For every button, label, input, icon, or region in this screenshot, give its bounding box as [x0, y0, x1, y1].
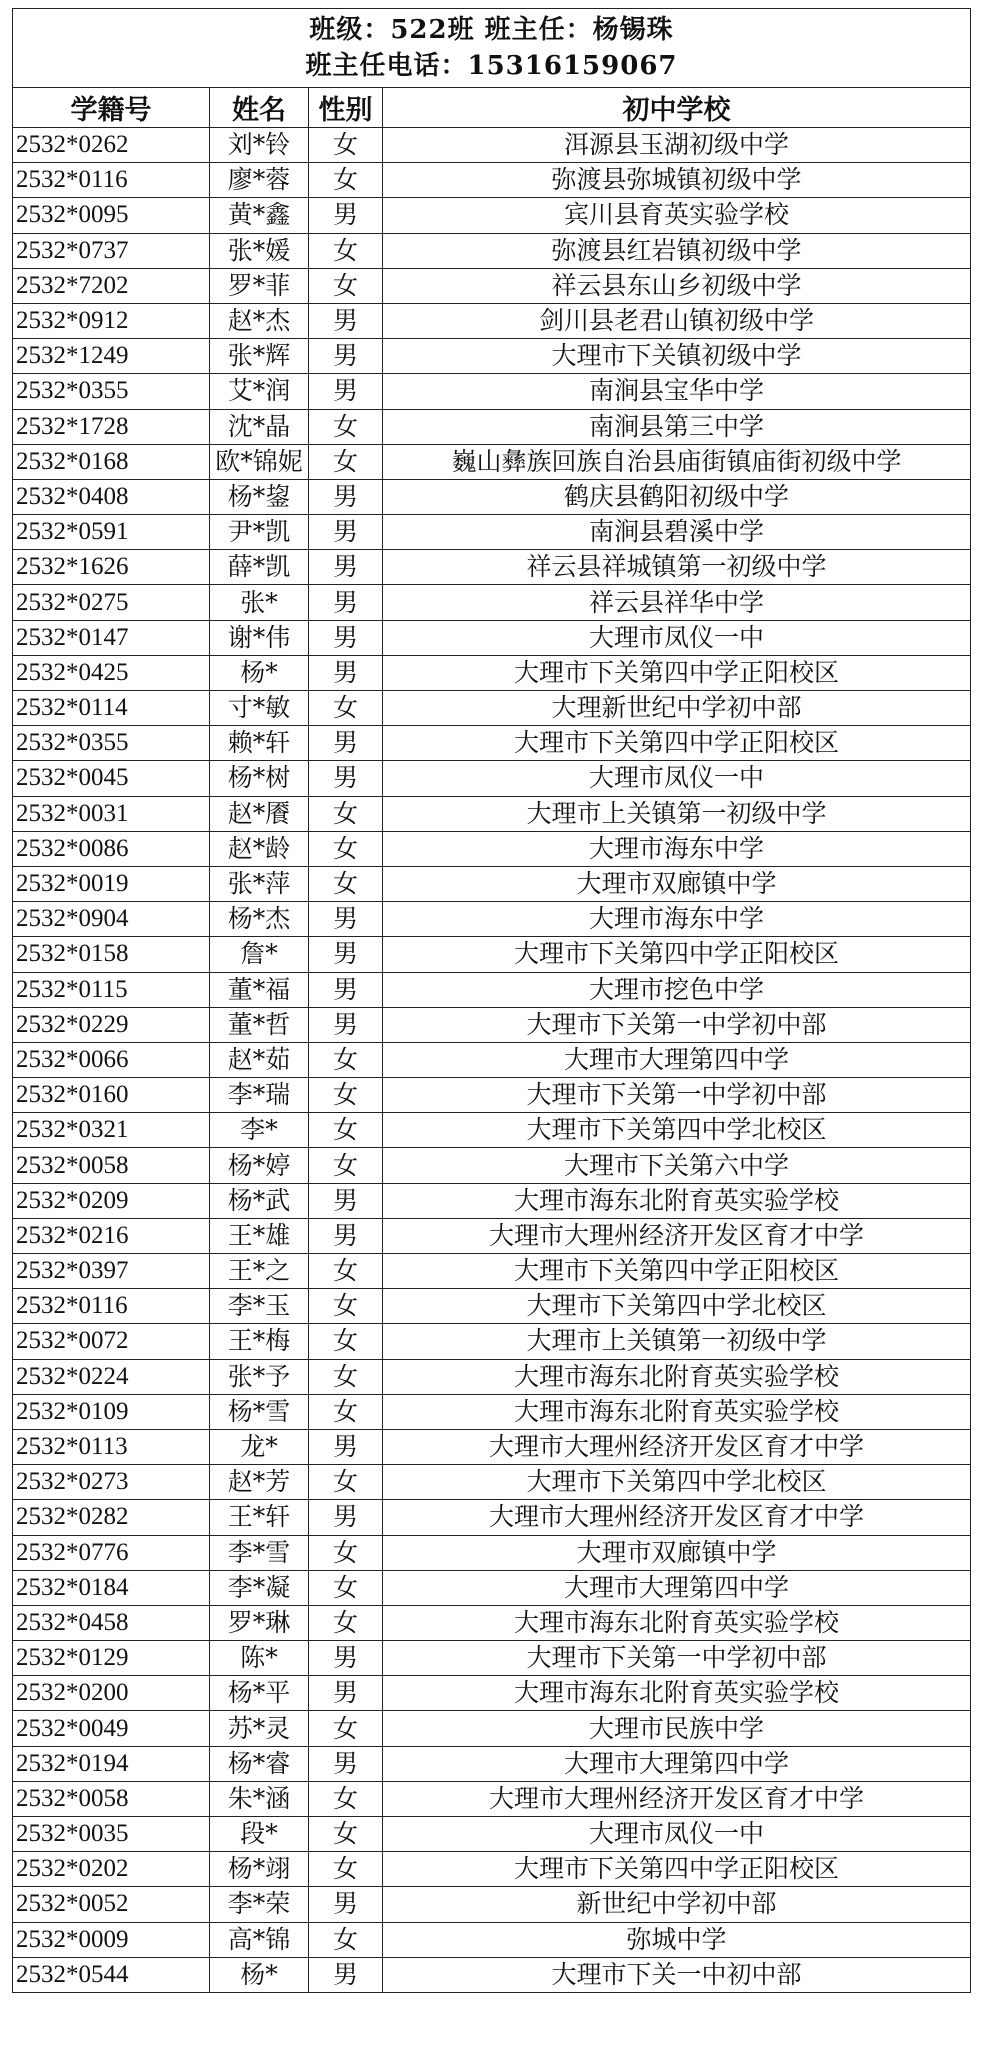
middle-school-cell: 大理市大理第四中学 — [383, 1042, 971, 1077]
middle-school-cell: 大理市海东北附育英实验学校 — [383, 1359, 971, 1394]
table-row — [13, 409, 971, 444]
middle-school-cell: 大理市下关第一中学初中部 — [383, 1007, 971, 1042]
middle-school-cell: 弥渡县弥城镇初级中学 — [383, 163, 971, 198]
student-id-cell: 2532*0912 — [13, 303, 210, 338]
table-row — [13, 550, 971, 585]
student-id-cell: 2532*0086 — [13, 831, 210, 866]
student-gender-cell: 男 — [309, 902, 383, 937]
student-id-cell: 2532*0160 — [13, 1078, 210, 1113]
student-name-cell: 张*媛 — [210, 233, 309, 268]
student-id-cell: 2532*0544 — [13, 1957, 210, 1992]
student-name-cell: 赵*杰 — [210, 303, 309, 338]
student-gender-cell: 女 — [309, 409, 383, 444]
table-row — [13, 1078, 971, 1113]
student-gender-cell: 男 — [309, 198, 383, 233]
table-row — [13, 1254, 971, 1289]
student-id-cell: 2532*0408 — [13, 479, 210, 514]
student-name-cell: 李*玉 — [210, 1289, 309, 1324]
student-gender-cell: 女 — [309, 1289, 383, 1324]
student-name-cell: 杨*平 — [210, 1676, 309, 1711]
student-id-cell: 2532*0045 — [13, 761, 210, 796]
student-name-cell: 李*凝 — [210, 1570, 309, 1605]
student-gender-cell: 男 — [309, 1641, 383, 1676]
student-gender-cell: 男 — [309, 1676, 383, 1711]
student-gender-cell: 女 — [309, 444, 383, 479]
student-id-cell: 2532*0216 — [13, 1218, 210, 1253]
student-name-cell: 杨*雪 — [210, 1394, 309, 1429]
middle-school-cell: 祥云县祥华中学 — [383, 585, 971, 620]
student-name-cell: 黄*鑫 — [210, 198, 309, 233]
student-gender-cell: 女 — [309, 831, 383, 866]
student-id-cell: 2532*0209 — [13, 1183, 210, 1218]
middle-school-cell: 大理市下关第四中学正阳校区 — [383, 1852, 971, 1887]
table-row — [13, 1324, 971, 1359]
student-name-cell: 杨*翊 — [210, 1852, 309, 1887]
student-name-cell: 谢*伟 — [210, 620, 309, 655]
student-id-cell: 2532*0049 — [13, 1711, 210, 1746]
class-title — [13, 9, 971, 88]
student-name-cell: 杨*树 — [210, 761, 309, 796]
middle-school-cell: 大理市海东北附育英实验学校 — [383, 1605, 971, 1640]
table-row — [13, 1887, 971, 1922]
middle-school-cell: 南涧县宝华中学 — [383, 374, 971, 409]
student-id-cell: 2532*1249 — [13, 339, 210, 374]
student-gender-cell: 女 — [309, 1042, 383, 1077]
student-gender-cell: 男 — [309, 937, 383, 972]
middle-school-cell: 大理市下关第四中学正阳校区 — [383, 937, 971, 972]
middle-school-cell: 大理市下关第一中学初中部 — [383, 1641, 971, 1676]
student-id-cell: 2532*0019 — [13, 866, 210, 901]
student-gender-cell: 女 — [309, 163, 383, 198]
student-id-cell: 2532*0058 — [13, 1781, 210, 1816]
student-gender-cell: 女 — [309, 1711, 383, 1746]
column-header-gender: 性别 — [309, 88, 383, 128]
student-id-cell: 2532*0009 — [13, 1922, 210, 1957]
student-gender-cell: 男 — [309, 479, 383, 514]
middle-school-cell: 洱源县玉湖初级中学 — [383, 128, 971, 163]
table-row — [13, 444, 971, 479]
student-id-cell: 2532*1626 — [13, 550, 210, 585]
table-row — [13, 163, 971, 198]
student-id-cell: 2532*0262 — [13, 128, 210, 163]
student-name-cell: 董*福 — [210, 972, 309, 1007]
student-gender-cell: 女 — [309, 1570, 383, 1605]
student-gender-cell: 男 — [309, 972, 383, 1007]
table-row — [13, 1113, 971, 1148]
student-gender-cell: 男 — [309, 1887, 383, 1922]
table-row — [13, 1535, 971, 1570]
middle-school-cell: 大理市大理第四中学 — [383, 1746, 971, 1781]
student-name-cell: 杨* — [210, 655, 309, 690]
middle-school-cell: 大理市大理第四中学 — [383, 1570, 971, 1605]
student-name-cell: 罗*琳 — [210, 1605, 309, 1640]
teacher-phone-line: 班主任电话：15316159067 — [305, 51, 678, 81]
table-row — [13, 1429, 971, 1464]
student-name-cell: 沈*晶 — [210, 409, 309, 444]
middle-school-cell: 大理市下关一中初中部 — [383, 1957, 971, 1992]
student-id-cell: 2532*0202 — [13, 1852, 210, 1887]
student-gender-cell: 男 — [309, 1746, 383, 1781]
student-id-cell: 2532*0114 — [13, 691, 210, 726]
middle-school-cell: 大理市海东北附育英实验学校 — [383, 1183, 971, 1218]
student-name-cell: 张*萍 — [210, 866, 309, 901]
student-name-cell: 杨*婷 — [210, 1148, 309, 1183]
student-name-cell: 张* — [210, 585, 309, 620]
table-row — [13, 1711, 971, 1746]
student-gender-cell: 男 — [309, 726, 383, 761]
middle-school-cell: 南涧县第三中学 — [383, 409, 971, 444]
student-gender-cell: 女 — [309, 1394, 383, 1429]
middle-school-cell: 大理市海东中学 — [383, 831, 971, 866]
middle-school-cell: 大理市大理州经济开发区育才中学 — [383, 1500, 971, 1535]
student-gender-cell: 女 — [309, 691, 383, 726]
student-gender-cell: 女 — [309, 1781, 383, 1816]
middle-school-cell: 大理市下关第四中学北校区 — [383, 1113, 971, 1148]
student-gender-cell: 女 — [309, 233, 383, 268]
table-row — [13, 1641, 971, 1676]
student-gender-cell: 女 — [309, 1465, 383, 1500]
middle-school-cell: 祥云县祥城镇第一初级中学 — [383, 550, 971, 585]
student-id-cell: 2532*0397 — [13, 1254, 210, 1289]
student-name-cell: 艾*润 — [210, 374, 309, 409]
table-row — [13, 1605, 971, 1640]
student-gender-cell: 女 — [309, 268, 383, 303]
middle-school-cell: 大理市双廊镇中学 — [383, 866, 971, 901]
student-gender-cell: 女 — [309, 796, 383, 831]
table-row — [13, 972, 971, 1007]
table-row — [13, 1007, 971, 1042]
column-header-school: 初中学校 — [383, 88, 971, 128]
student-id-cell: 2532*0158 — [13, 937, 210, 972]
middle-school-cell: 巍山彝族回族自治县庙街镇庙街初级中学 — [383, 444, 971, 479]
student-gender-cell: 女 — [309, 1922, 383, 1957]
middle-school-cell: 剑川县老君山镇初级中学 — [383, 303, 971, 338]
student-gender-cell: 男 — [309, 1429, 383, 1464]
student-id-cell: 2532*0224 — [13, 1359, 210, 1394]
student-id-cell: 2532*0109 — [13, 1394, 210, 1429]
student-name-cell: 赵*餍 — [210, 796, 309, 831]
student-gender-cell: 男 — [309, 1007, 383, 1042]
student-gender-cell: 女 — [309, 1254, 383, 1289]
student-gender-cell: 男 — [309, 374, 383, 409]
table-row — [13, 1465, 971, 1500]
student-id-cell: 2532*0052 — [13, 1887, 210, 1922]
student-id-cell: 2532*0031 — [13, 796, 210, 831]
student-id-cell: 2532*0275 — [13, 585, 210, 620]
student-gender-cell: 男 — [309, 761, 383, 796]
student-id-cell: 2532*0229 — [13, 1007, 210, 1042]
student-gender-cell: 男 — [309, 1218, 383, 1253]
student-gender-cell: 女 — [309, 1535, 383, 1570]
student-id-cell: 2532*7202 — [13, 268, 210, 303]
middle-school-cell: 大理市民族中学 — [383, 1711, 971, 1746]
middle-school-cell: 大理新世纪中学初中部 — [383, 691, 971, 726]
middle-school-cell: 大理市海东北附育英实验学校 — [383, 1676, 971, 1711]
student-id-cell: 2532*0194 — [13, 1746, 210, 1781]
middle-school-cell: 弥渡县红岩镇初级中学 — [383, 233, 971, 268]
column-header-row — [13, 88, 971, 128]
student-gender-cell: 女 — [309, 1113, 383, 1148]
student-gender-cell: 男 — [309, 1500, 383, 1535]
middle-school-cell: 大理市挖色中学 — [383, 972, 971, 1007]
table-row — [13, 691, 971, 726]
student-id-cell: 2532*0273 — [13, 1465, 210, 1500]
table-row — [13, 620, 971, 655]
student-name-cell: 李* — [210, 1113, 309, 1148]
middle-school-cell: 弥城中学 — [383, 1922, 971, 1957]
student-gender-cell: 男 — [309, 585, 383, 620]
student-id-cell: 2532*0184 — [13, 1570, 210, 1605]
middle-school-cell: 大理市大理州经济开发区育才中学 — [383, 1781, 971, 1816]
student-gender-cell: 女 — [309, 128, 383, 163]
student-gender-cell: 男 — [309, 515, 383, 550]
middle-school-cell: 大理市下关第四中学正阳校区 — [383, 1254, 971, 1289]
student-name-cell: 赖*轩 — [210, 726, 309, 761]
middle-school-cell: 大理市下关第四中学北校区 — [383, 1289, 971, 1324]
student-name-cell: 罗*菲 — [210, 268, 309, 303]
middle-school-cell: 大理市双廊镇中学 — [383, 1535, 971, 1570]
middle-school-cell: 大理市下关第四中学北校区 — [383, 1465, 971, 1500]
column-header-name: 姓名 — [210, 88, 309, 128]
table-row — [13, 937, 971, 972]
student-id-cell: 2532*0321 — [13, 1113, 210, 1148]
middle-school-cell: 大理市下关镇初级中学 — [383, 339, 971, 374]
middle-school-cell: 大理市海东中学 — [383, 902, 971, 937]
student-id-cell: 2532*0116 — [13, 1289, 210, 1324]
student-id-cell: 2532*0115 — [13, 972, 210, 1007]
table-row — [13, 1852, 971, 1887]
table-row — [13, 1500, 971, 1535]
student-name-cell: 刘*铃 — [210, 128, 309, 163]
table-row — [13, 1570, 971, 1605]
middle-school-cell: 大理市下关第一中学初中部 — [383, 1078, 971, 1113]
student-gender-cell: 男 — [309, 339, 383, 374]
middle-school-cell: 南涧县碧溪中学 — [383, 515, 971, 550]
student-name-cell: 杨*武 — [210, 1183, 309, 1218]
middle-school-cell: 大理市下关第四中学正阳校区 — [383, 726, 971, 761]
table-row — [13, 268, 971, 303]
student-id-cell: 2532*0058 — [13, 1148, 210, 1183]
student-id-cell: 2532*0737 — [13, 233, 210, 268]
student-id-cell: 2532*0282 — [13, 1500, 210, 1535]
student-name-cell: 廖*蓉 — [210, 163, 309, 198]
student-gender-cell: 女 — [309, 1852, 383, 1887]
student-id-cell: 2532*0035 — [13, 1817, 210, 1852]
student-id-cell: 2532*0904 — [13, 902, 210, 937]
student-name-cell: 杨*杰 — [210, 902, 309, 937]
student-name-cell: 李*雪 — [210, 1535, 309, 1570]
student-name-cell: 陈* — [210, 1641, 309, 1676]
table-row — [13, 128, 971, 163]
student-gender-cell: 女 — [309, 866, 383, 901]
table-row — [13, 1218, 971, 1253]
student-id-cell: 2532*0066 — [13, 1042, 210, 1077]
table-row — [13, 1922, 971, 1957]
student-name-cell: 杨* — [210, 1957, 309, 1992]
student-name-cell: 薛*凯 — [210, 550, 309, 585]
student-gender-cell: 女 — [309, 1324, 383, 1359]
middle-school-cell: 宾川县育英实验学校 — [383, 198, 971, 233]
student-name-cell: 张*予 — [210, 1359, 309, 1394]
student-id-cell: 2532*0458 — [13, 1605, 210, 1640]
table-row — [13, 198, 971, 233]
student-id-cell: 2532*0355 — [13, 374, 210, 409]
student-name-cell: 龙* — [210, 1429, 309, 1464]
student-name-cell: 董*哲 — [210, 1007, 309, 1042]
student-gender-cell: 男 — [309, 655, 383, 690]
student-gender-cell: 女 — [309, 1817, 383, 1852]
student-id-cell: 2532*0591 — [13, 515, 210, 550]
student-gender-cell: 男 — [309, 303, 383, 338]
class-roster-sheet — [12, 8, 970, 1993]
student-id-cell: 2532*0095 — [13, 198, 210, 233]
student-gender-cell: 女 — [309, 1605, 383, 1640]
student-name-cell: 尹*凯 — [210, 515, 309, 550]
student-name-cell: 高*锦 — [210, 1922, 309, 1957]
table-row — [13, 831, 971, 866]
middle-school-cell: 大理市下关第六中学 — [383, 1148, 971, 1183]
table-row — [13, 1183, 971, 1218]
table-row — [13, 479, 971, 514]
table-row — [13, 303, 971, 338]
student-id-cell: 2532*0116 — [13, 163, 210, 198]
middle-school-cell: 鹤庆县鹤阳初级中学 — [383, 479, 971, 514]
middle-school-cell: 大理市下关第四中学正阳校区 — [383, 655, 971, 690]
table-row — [13, 726, 971, 761]
table-row — [13, 796, 971, 831]
student-name-cell: 欧*锦妮 — [210, 444, 309, 479]
student-id-cell: 2532*0776 — [13, 1535, 210, 1570]
table-row — [13, 374, 971, 409]
student-id-cell: 2532*1728 — [13, 409, 210, 444]
table-row — [13, 1289, 971, 1324]
student-name-cell: 寸*敏 — [210, 691, 309, 726]
roster-body — [13, 128, 971, 1993]
student-id-cell: 2532*0355 — [13, 726, 210, 761]
table-row — [13, 902, 971, 937]
table-row — [13, 1676, 971, 1711]
student-name-cell: 张*辉 — [210, 339, 309, 374]
middle-school-cell: 大理市凤仪一中 — [383, 620, 971, 655]
table-row — [13, 1359, 971, 1394]
table-row — [13, 339, 971, 374]
student-gender-cell: 男 — [309, 1183, 383, 1218]
student-name-cell: 王*轩 — [210, 1500, 309, 1535]
student-name-cell: 詹* — [210, 937, 309, 972]
student-name-cell: 苏*灵 — [210, 1711, 309, 1746]
student-gender-cell: 男 — [309, 550, 383, 585]
student-name-cell: 王*之 — [210, 1254, 309, 1289]
table-row — [13, 1817, 971, 1852]
middle-school-cell: 大理市上关镇第一初级中学 — [383, 796, 971, 831]
student-name-cell: 王*梅 — [210, 1324, 309, 1359]
student-id-cell: 2532*0147 — [13, 620, 210, 655]
table-row — [13, 1957, 971, 1992]
middle-school-cell: 大理市凤仪一中 — [383, 761, 971, 796]
student-name-cell: 赵*茹 — [210, 1042, 309, 1077]
student-gender-cell: 男 — [309, 620, 383, 655]
student-id-cell: 2532*0425 — [13, 655, 210, 690]
student-name-cell: 赵*芳 — [210, 1465, 309, 1500]
student-name-cell: 朱*涵 — [210, 1781, 309, 1816]
student-id-cell: 2532*0072 — [13, 1324, 210, 1359]
roster-table — [12, 8, 971, 1993]
student-name-cell: 李*瑞 — [210, 1078, 309, 1113]
student-name-cell: 杨*睿 — [210, 1746, 309, 1781]
student-id-cell: 2532*0168 — [13, 444, 210, 479]
middle-school-cell: 大理市大理州经济开发区育才中学 — [383, 1218, 971, 1253]
middle-school-cell: 大理市海东北附育英实验学校 — [383, 1394, 971, 1429]
class-info-line: 班级：522班 班主任：杨锡珠 — [309, 15, 674, 45]
student-name-cell: 赵*龄 — [210, 831, 309, 866]
middle-school-cell: 大理市大理州经济开发区育才中学 — [383, 1429, 971, 1464]
student-gender-cell: 男 — [309, 1957, 383, 1992]
student-name-cell: 王*雄 — [210, 1218, 309, 1253]
student-gender-cell: 女 — [309, 1078, 383, 1113]
student-id-cell: 2532*0200 — [13, 1676, 210, 1711]
student-name-cell: 杨*鋆 — [210, 479, 309, 514]
middle-school-cell: 大理市上关镇第一初级中学 — [383, 1324, 971, 1359]
student-name-cell: 李*荣 — [210, 1887, 309, 1922]
table-row — [13, 515, 971, 550]
column-header-id: 学籍号 — [13, 88, 210, 128]
table-row — [13, 1746, 971, 1781]
middle-school-cell: 祥云县东山乡初级中学 — [383, 268, 971, 303]
student-name-cell: 段* — [210, 1817, 309, 1852]
table-row — [13, 655, 971, 690]
table-row — [13, 233, 971, 268]
student-gender-cell: 女 — [309, 1359, 383, 1394]
student-id-cell: 2532*0129 — [13, 1641, 210, 1676]
table-row — [13, 1148, 971, 1183]
table-row — [13, 1394, 971, 1429]
middle-school-cell: 新世纪中学初中部 — [383, 1887, 971, 1922]
student-id-cell: 2532*0113 — [13, 1429, 210, 1464]
table-row — [13, 1781, 971, 1816]
title-row — [13, 9, 971, 88]
middle-school-cell: 大理市凤仪一中 — [383, 1817, 971, 1852]
table-row — [13, 585, 971, 620]
student-gender-cell: 女 — [309, 1148, 383, 1183]
table-row — [13, 1042, 971, 1077]
table-row — [13, 866, 971, 901]
table-row — [13, 761, 971, 796]
